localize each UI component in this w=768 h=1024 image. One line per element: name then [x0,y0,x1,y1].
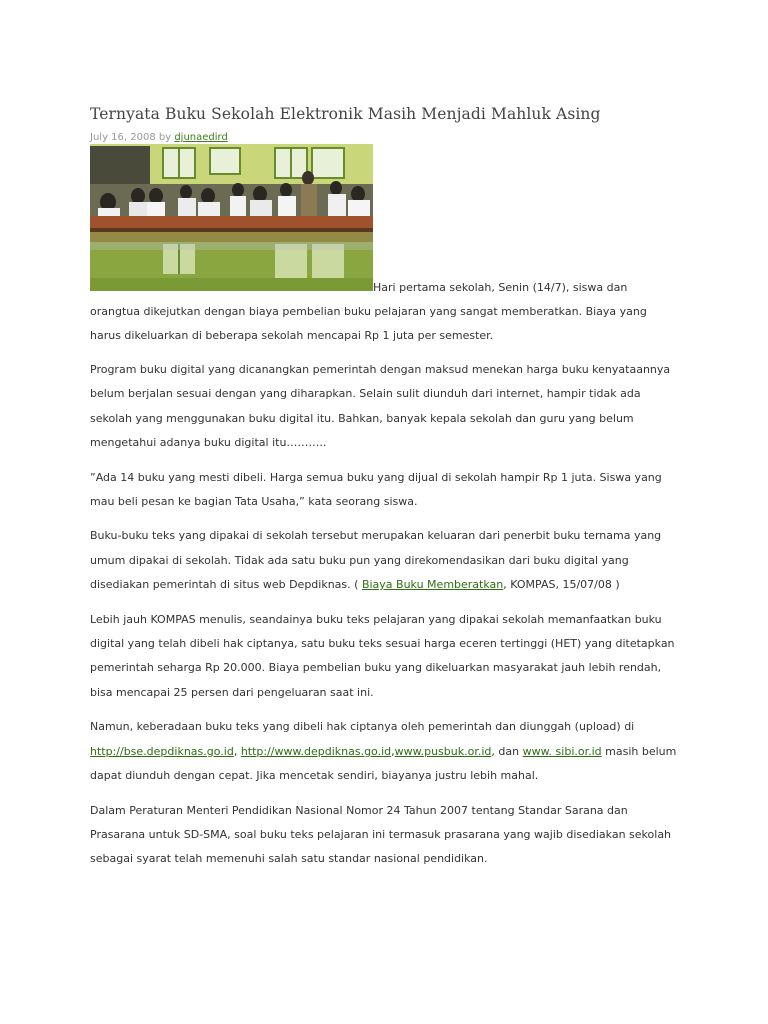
paragraph-7: Dalam Peraturan Menteri Pendidikan Nasional Nomor 24 Tahun 2007 tentang Standar Sarana dan Prasarana untuk SD-SMA, soal buku teks pelajaran ini termasuk prasarana yang wajib disediakan sekolah sebagai syarat telah memenuhi salah satu standar nasional pendidikan. [90,803,672,866]
pusbuk-link[interactable]: www.pusbuk.or.id [394,744,492,758]
paragraph-6-text-a: Namun, keberadaan buku teks yang dibeli hak ciptanya oleh pemerintah dan diunggah (upload) di [90,720,635,734]
link-separator: , dan [491,744,523,758]
bse-depdiknas-link[interactable]: http://bse.depdiknas.go.id [90,744,234,758]
paragraph-4-citation: , KOMPAS, 15/07/08 ) [503,578,620,592]
post-date: July 16, 2008 by [90,132,175,143]
paragraph-6-text-b: masih belum dapat diunduh dengan cepat. Jika mencetak sendiri, biayanya justru lebih mahal. [90,744,677,783]
paragraph-1-text: Hari pertama sekolah, Senin (14/7), siswa dan orangtua dikejutkan dengan biaya pembelian buku pelajaran yang sangat memberatkan. Biaya yang harus dikeluarkan di beberapa sekolah mencapai Rp 1 juta per semester. [90,281,647,342]
paragraph-1 [90,144,680,348]
paragraph-4 [90,524,680,597]
link-separator: , [233,744,241,758]
post-meta [90,132,768,144]
paragraph-2: Program buku digital yang dicanangkan pemerintah dengan maksud menekan harga buku kenyataannya belum berjalan sesuai dengan yang diharapkan. Selain sulit diunduh dari internet, hampir tidak ada sekolah yang menggunakan buku digital itu. Bahkan, banyak kepala sekolah dan guru yang belum mengetahui adanya buku digital itu……….. [90,363,671,450]
paragraph-3: ”Ada 14 buku yang mesti dibeli. Harga semua buku yang dijual di sekolah hampir Rp 1 juta. Siswa yang mau beli pesan ke bagian Tata Usaha,” kata seorang siswa. [90,470,662,509]
source-article-link[interactable]: Biaya Buku Memberatkan [361,578,504,592]
article-body [90,144,680,872]
paragraph-4-text: Buku-buku teks yang dipakai di sekolah tersebut merupakan keluaran dari penerbit buku ternama yang umum dipakai di sekolah. Tidak ada satu buku pun yang direkomendasikan dari buku digital yang disediakan pemerintah di situs web Depdiknas. ( [90,529,662,592]
sibi-link[interactable]: www. sibi.or.id [522,744,602,758]
classroom-photo [90,144,373,291]
depdiknas-link[interactable]: http://www.depdiknas.go.id [240,744,392,758]
post-title: Ternyata Buku Sekolah Elektronik Masih Menjadi Mahluk Asing [90,105,601,123]
link-separator: , [391,744,395,758]
paragraph-6 [90,715,680,788]
paragraph-5: Lebih jauh KOMPAS menulis, seandainya buku teks pelajaran yang dipakai sekolah memanfaatkan buku digital yang telah dibeli hak ciptanya, satu buku teks sesuai harga eceren tertinggi (HET) yang ditetapkan pemerintah seharga Rp 20.000. Biaya pembelian buku yang dikeluarkan masyarakat jauh lebih rendah, bisa mencapai 25 persen dari pengeluaran saat ini. [90,612,675,699]
classroom-photo-drawing [90,144,373,291]
author-link[interactable]: djunaedird [174,132,228,143]
